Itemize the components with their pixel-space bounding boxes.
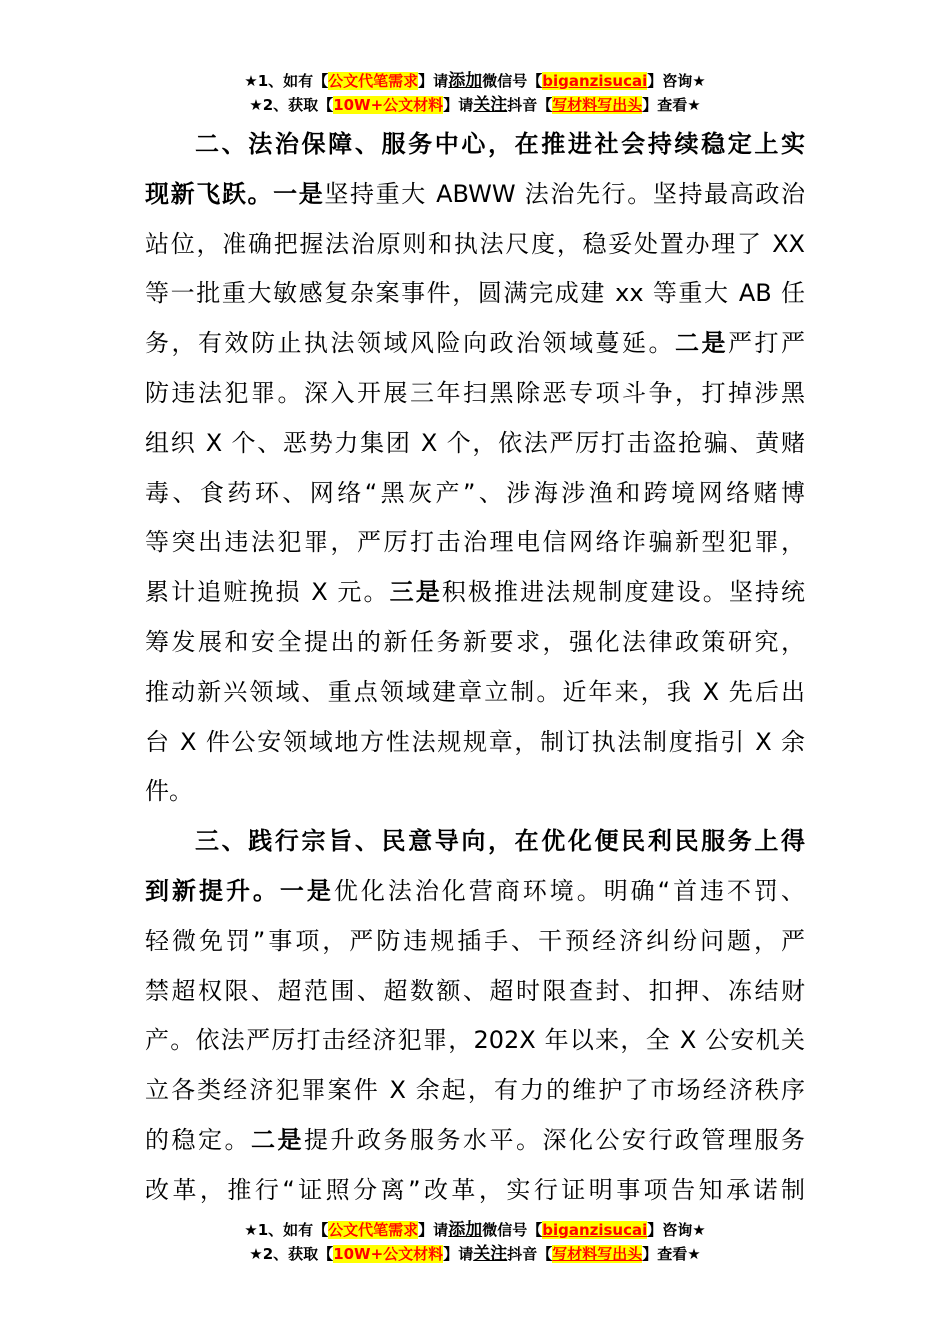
bold-text: 现新飞跃。一是: [145, 179, 325, 208]
banner-text: 】查看★: [642, 96, 701, 114]
banner-text: 】咨询★: [647, 72, 706, 90]
banner-text: 】咨询★: [647, 1221, 706, 1239]
text-line: [145, 967, 805, 1017]
bold-text: 二是: [251, 1125, 304, 1154]
banner-text: 】请: [418, 1221, 449, 1239]
banner-text: 添加: [448, 71, 483, 91]
banner-text: 微信号【: [482, 1221, 543, 1239]
bold-text: 三、践行宗旨、民意导向，在优化便民利民服务上得: [195, 827, 805, 856]
body-text: 优化法治化营商环境。明确“首违不罚、: [333, 876, 805, 905]
highlighted-text: 写材料写出头: [552, 96, 643, 114]
highlighted-text: 写材料写出头: [552, 1245, 643, 1263]
body-text: 产。依法严厉打击经济犯罪，202X 年以来，全 X 公安机关: [145, 1026, 805, 1055]
text-line: [145, 867, 805, 917]
body-text: 组织 X 个、恶势力集团 X 个，依法严厉打击盗抢骗、黄赌: [145, 428, 805, 457]
text-line: [145, 718, 805, 768]
body-text: 防违法犯罪。深入开展三年扫黑除恶专项斗争，打掉涉黑: [145, 378, 805, 407]
text-line: [145, 469, 805, 519]
text-line: [145, 269, 805, 319]
body-text: 轻微免罚”事项，严防违规插手、干预经济纠纷问题，严: [145, 926, 805, 955]
body-text: 筹发展和安全提出的新任务新要求，强化法律政策研究，: [145, 627, 805, 656]
body-text: 累计追赃挽损 X 元。: [145, 578, 390, 607]
promo-line-1: [0, 1218, 950, 1242]
text-line: [145, 319, 805, 369]
body-text: 改革，推行“证照分离”改革，实行证明事项告知承诺制: [145, 1175, 805, 1204]
text-line: [145, 1166, 805, 1216]
body-text: 坚持重大 ABWW 法治先行。坚持最高政治: [324, 179, 806, 208]
banner-text: 】请: [443, 1245, 474, 1263]
text-line: [145, 369, 805, 419]
body-text: 提升政务服务水平。深化公安行政管理服务: [304, 1125, 805, 1154]
banner-text: 】请: [443, 96, 474, 114]
highlighted-text: 公文代笔需求: [328, 1221, 419, 1239]
text-line: [145, 170, 805, 220]
banner-text: 抖音【: [507, 1245, 553, 1263]
highlighted-text: biganzisucai: [542, 72, 648, 90]
banner-text: 关注: [473, 95, 508, 115]
highlighted-text: biganzisucai: [542, 1221, 648, 1239]
body-text: 等一批重大敏感复杂案事件，圆满完成建 xx 等重大 AB 任: [145, 279, 805, 308]
banner-text: 】请: [418, 72, 449, 90]
bold-text: 二、法治保障、服务中心，在推进社会持续稳定上实: [195, 130, 805, 158]
text-line: [145, 120, 805, 170]
banner-text: 】查看★: [642, 1245, 701, 1263]
body-text: 台 X 件公安领域地方性法规规章，制订执法制度指引 X 余: [145, 727, 805, 756]
banner-text: 抖音【: [507, 96, 553, 114]
text-line: [145, 518, 805, 568]
document-body: [145, 120, 805, 1216]
highlighted-text: 公文代笔需求: [328, 72, 419, 90]
highlighted-text: 10W+公文材料: [333, 1245, 444, 1263]
promo-line-2: [0, 93, 950, 117]
banner-text: ★1、如有【: [244, 1221, 329, 1239]
text-line: [145, 817, 805, 867]
promo-line-1: [0, 69, 950, 93]
body-text: 件。: [145, 777, 193, 806]
bold-text: 二是: [675, 329, 728, 358]
bold-text: 三是: [389, 578, 442, 607]
promo-line-2: [0, 1242, 950, 1266]
banner-text: ★2、获取【: [249, 96, 334, 114]
body-text: 禁超权限、超范围、超数额、超时限查封、扣押、冻结财: [145, 976, 805, 1005]
banner-text: 关注: [473, 1244, 508, 1264]
footer-promo-banner: [0, 1218, 950, 1266]
banner-text: ★2、获取【: [249, 1245, 334, 1263]
body-text: 积极推进法规制度建设。坚持统: [441, 578, 806, 607]
text-line: [145, 668, 805, 718]
text-line: [145, 1016, 805, 1066]
text-line: [145, 767, 805, 817]
banner-text: ★1、如有【: [244, 72, 329, 90]
text-line: [145, 568, 805, 618]
highlighted-text: 10W+公文材料: [333, 96, 444, 114]
banner-text: 微信号【: [482, 72, 543, 90]
body-text: 立各类经济犯罪案件 X 余起，有力的维护了市场经济秩序: [145, 1076, 805, 1105]
body-text: 等突出违法犯罪，严厉打击治理电信网络诈骗新型犯罪，: [145, 528, 805, 557]
body-text: 严打严: [728, 329, 805, 358]
body-text: 毒、食药环、网络“黑灰产”、涉海涉渔和跨境网络赌博: [145, 478, 805, 507]
text-line: [145, 1066, 805, 1116]
text-line: [145, 618, 805, 668]
bold-text: 到新提升。一是: [145, 876, 334, 905]
body-text: 务，有效防止执法领域风险向政治领域蔓延。: [145, 329, 675, 358]
text-line: [145, 220, 805, 270]
text-line: [145, 917, 805, 967]
header-promo-banner: [0, 69, 950, 117]
body-text: 的稳定。: [145, 1125, 251, 1154]
banner-text: 添加: [448, 1220, 483, 1240]
text-line: [145, 419, 805, 469]
body-text: 推动新兴领域、重点领域建章立制。近年来，我 X 先后出: [145, 677, 805, 706]
body-text: 站位，准确把握法治原则和执法尺度，稳妥处置办理了 XX: [145, 229, 805, 258]
text-line: [145, 1116, 805, 1166]
